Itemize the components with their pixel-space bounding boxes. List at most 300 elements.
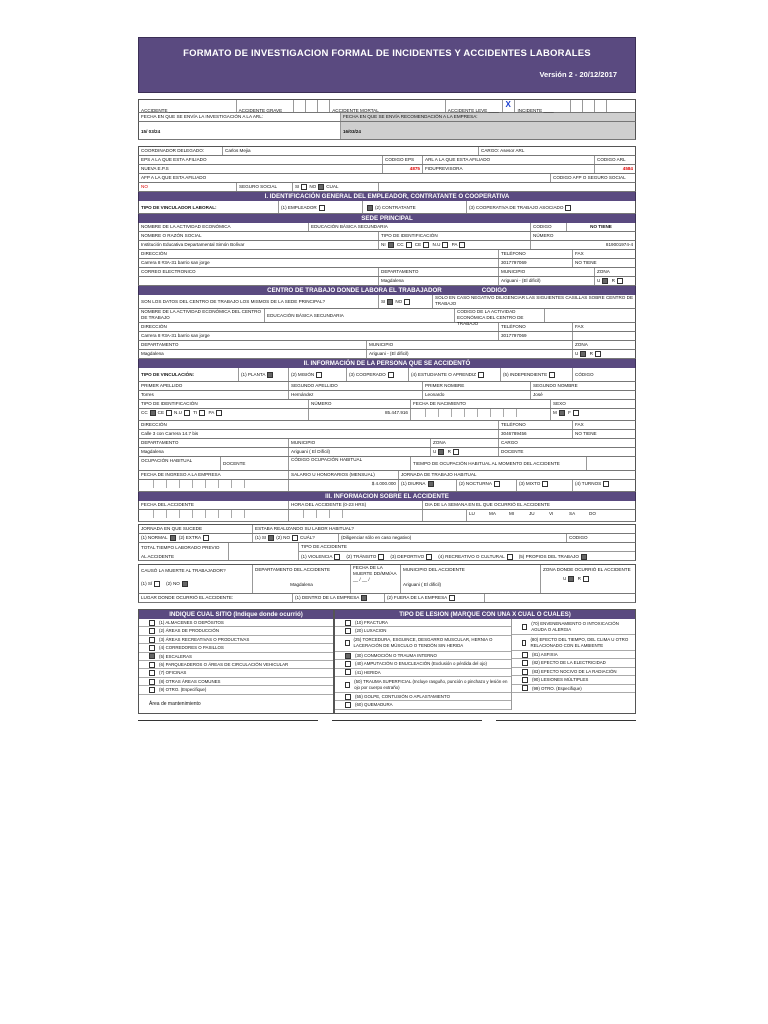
- centro-title: CENTRO DE TRABAJO DONDE LABORA EL TRABAJADOR: [267, 287, 442, 294]
- p-tipoid-label: TIPO DE IDENTIFICACIÓN: [139, 400, 309, 408]
- ocupacion-row: [138, 457, 636, 471]
- cooperado-checkbox[interactable]: [388, 372, 394, 378]
- acc-hora-label: HORA DEL ACCIDENTE (0-23 HRS): [289, 501, 423, 509]
- muerte-si-label: (1) SÍ: [141, 581, 153, 586]
- direccion-label-row: [138, 250, 636, 259]
- correo-label: CORREO ELECTRONICO: [139, 268, 379, 276]
- recom-date-label: FECHA EN QUE SE ENVÍA RECOMENDACIÓN A LA EMPRESA:: [341, 113, 635, 121]
- pa-checkbox[interactable]: [459, 242, 465, 248]
- vinc-empleador-label: (1) EMPLEADOR: [281, 205, 317, 210]
- ss-no-checkbox[interactable]: [318, 184, 324, 190]
- tipo-accidente-label: TIPO DE ACCIDENTE: [299, 543, 635, 552]
- sitio-item[interactable]: (4) CORREDORES O PASILLOS: [139, 644, 333, 652]
- id-label-row: [138, 400, 636, 409]
- sitio-item[interactable]: (6) PARQUEADEROS O ÁREAS DE CIRCULACIÓN VEHICULAR: [139, 661, 333, 669]
- ni-checkbox[interactable]: [388, 242, 394, 248]
- vinc-contratante-label: (2) CONTRATANTE: [375, 205, 416, 210]
- salario-value[interactable]: $ 4.000.000: [289, 480, 399, 491]
- centro-depto-value[interactable]: Magdalena: [139, 350, 367, 358]
- p-r-label: R: [447, 449, 451, 454]
- sitio-otro-value[interactable]: Área de mantenimiento: [149, 700, 201, 707]
- municipio-label: MUNICIPIO: [499, 268, 595, 276]
- p-nu-label: N.U: [174, 410, 182, 415]
- recom-date-value[interactable]: 16/03/24: [341, 122, 635, 139]
- centro-note: SOLO EN CASO NEGATIVO DILIGENCIAR LAS SIGUIENTES CASILLAS SOBRE CENTRO DE TRABAJO: [435, 295, 634, 306]
- ap2-value[interactable]: Hernández: [289, 391, 423, 399]
- afp-value-row: [138, 183, 636, 192]
- n2-value[interactable]: José: [533, 392, 543, 397]
- mixto-checkbox[interactable]: [542, 481, 548, 487]
- acc-r-checkbox[interactable]: [583, 576, 589, 582]
- acc-fecha-cells[interactable]: [141, 510, 245, 518]
- lesion-item[interactable]: (60) QUEMADURA: [335, 701, 511, 709]
- section-1-title: I. IDENTIFICACIÓN GENERAL DEL EMPLEADOR, CONTRATANTE O COOPERATIVA: [138, 192, 636, 201]
- turnos-label: (4) TURNOS: [575, 481, 602, 486]
- labor-codigo-label: CODIGO: [569, 535, 588, 540]
- id-pa-label: PA: [451, 242, 458, 247]
- p-numero-value[interactable]: 85.447.916: [309, 409, 411, 420]
- extra-checkbox[interactable]: [203, 535, 209, 541]
- n1-value[interactable]: Leonardo: [423, 391, 531, 399]
- acc-dia-label: DIA DE LA SEMANA EN EL QUE OCURRIÓ EL ACCIDENTE: [425, 502, 550, 507]
- centro-act-row: [138, 309, 636, 326]
- coordinator-name[interactable]: Carlos Mejia: [223, 147, 479, 155]
- telefono-value[interactable]: 3017797069: [499, 259, 573, 267]
- centro-act-value[interactable]: EDUCACIÓN BÁSICA SECUNDARIA: [265, 309, 455, 322]
- nocturna-label: (2) NOCTURNA: [459, 481, 492, 486]
- lugar-label: LUGAR DONDE OCURRIÓ EL ACCIDENTE:: [139, 594, 293, 602]
- actividad-row: [138, 223, 636, 232]
- depto-acc-label: DEPARTAMENTO DEL ACCIDENTE: [255, 567, 331, 572]
- coordinator-row: [138, 146, 636, 156]
- violencia-label: (1) VIOLENCIA: [301, 554, 333, 559]
- centro-no-label: NO: [395, 299, 403, 304]
- signature-line: [332, 720, 482, 721]
- sitio-item[interactable]: (5) ESCALERAS: [139, 653, 333, 661]
- acc-u-checkbox[interactable]: [568, 576, 574, 582]
- centro-act-label: NOMBRE DE LA ACTIVIDAD ECONÓMICA DEL CENTRO DE TRABAJO: [139, 309, 265, 322]
- recreativo-label: (4) RECREATIVO O CULTURAL: [438, 554, 505, 559]
- correo-value[interactable]: [139, 277, 379, 285]
- section-3-title: III. INFORMACION SOBRE EL ACCIDENTE: [138, 492, 636, 501]
- fecha-muerte-label: FECHA DE LA MUERTE DD/MM/AA: [353, 565, 397, 576]
- numero-label: NÚMERO: [533, 233, 554, 238]
- id-cc-label: CC: [396, 242, 404, 247]
- violencia-checkbox[interactable]: [334, 554, 340, 560]
- id-nu-label: N.U: [432, 242, 441, 247]
- lesion-item[interactable]: (83) EFECTO NOCIVO DE LA RADIACIÓN: [512, 668, 635, 676]
- coordinator-label: COORDINADOR DELEGADO:: [139, 147, 223, 155]
- ap1-value[interactable]: Torres: [139, 391, 289, 399]
- sitio-lesion-grid: [138, 609, 636, 714]
- p-u-checkbox[interactable]: [438, 449, 444, 455]
- centro-tel-value[interactable]: 3017797069: [499, 332, 573, 340]
- cc-checkbox[interactable]: [406, 242, 412, 248]
- numero-value[interactable]: 819001974-4: [605, 242, 633, 247]
- deportivo-checkbox[interactable]: [426, 554, 432, 560]
- p-mun-value[interactable]: Ariguani ( El Difícil): [289, 448, 431, 456]
- acc-hora-cells[interactable]: [291, 510, 343, 518]
- ss-cual-label: CUAL: [326, 184, 339, 189]
- extra-label: (2) EXTRA: [178, 535, 202, 540]
- ss-si-label: SI: [295, 184, 300, 189]
- dia-mi[interactable]: MI: [509, 511, 515, 516]
- accidente-option[interactable]: ACCIDENTE ________: [139, 100, 237, 112]
- ocupacion-value[interactable]: DOCENTE: [221, 457, 289, 470]
- acc-fecha-label: FECHA DEL ACCIDENTE: [139, 501, 289, 509]
- p-dir-label-row: [138, 421, 636, 430]
- afp-label-row: [138, 174, 636, 183]
- p-tel-label: TELÉFONO: [499, 421, 573, 429]
- transito-checkbox[interactable]: [378, 554, 384, 560]
- muerte-no-label: (2) NO: [166, 581, 180, 586]
- vinculador-row: [138, 201, 636, 214]
- labor-cual-label: CUÁL?: [300, 535, 315, 540]
- tiempo-laborado-label: TOTAL TIEMPO LABORADO PREVIO AL ACCIDENTE: [139, 543, 229, 560]
- lesion-item[interactable]: (81) ASFIXIA: [512, 651, 635, 659]
- estudiante-checkbox[interactable]: [478, 372, 484, 378]
- lesion-panel: [334, 609, 636, 714]
- razon-social-value[interactable]: Institución Educativa Departamental Simón Bolívar: [139, 241, 379, 249]
- sitio-item[interactable]: (1) ALMACENES O DEPÓSITOS: [139, 619, 333, 627]
- n2-label: SEGUNDO NOMBRE: [533, 383, 578, 388]
- razon-social-label: NOMBRE O RAZÓN SOCIAL: [139, 232, 379, 240]
- dia-sa[interactable]: SA: [569, 511, 576, 516]
- eps-code-value[interactable]: 4875: [383, 165, 423, 173]
- id-value-row: [138, 409, 636, 421]
- direccion-label: DIRECCIÓN: [139, 250, 499, 258]
- lugar-row: [138, 594, 636, 603]
- nu-checkbox[interactable]: [442, 242, 448, 248]
- dia-ju[interactable]: JU: [529, 511, 535, 516]
- centro-depto-label-row: [138, 341, 636, 350]
- sitio-item[interactable]: (9) OTRO. (Especifique): [139, 686, 333, 694]
- id-ni-label: NI: [381, 242, 386, 247]
- lesion-item[interactable]: (10) FRACTURA: [335, 619, 511, 627]
- sexo-f-checkbox[interactable]: [573, 410, 579, 416]
- zona-label: ZONA: [597, 269, 610, 274]
- vinculador-label: TIPO DE VINCULADOR LABORAL:: [139, 201, 279, 213]
- sitio-panel: [138, 609, 334, 714]
- lesion-item[interactable]: (40) AMPUTACIÓN O ENUCLEACIÓN (Exclusión o pérdida del ojo): [335, 660, 511, 668]
- afp-value[interactable]: NO: [139, 183, 237, 191]
- labor-no-checkbox[interactable]: [292, 535, 298, 541]
- fax-value[interactable]: NO TIENE: [575, 260, 597, 265]
- centro-si-label: SI: [381, 299, 386, 304]
- deportivo-label: (3) DEPORTIVO: [390, 554, 425, 559]
- zona-u-checkbox[interactable]: [602, 278, 608, 284]
- arl-value[interactable]: FIDUPREVISORA: [423, 165, 595, 173]
- ap2-label: SEGUNDO APELLIDO: [289, 382, 423, 390]
- ingreso-row: [138, 480, 636, 492]
- planta-checkbox[interactable]: [267, 372, 273, 378]
- fuera-checkbox[interactable]: [449, 595, 455, 601]
- turnos-checkbox[interactable]: [603, 481, 609, 487]
- arl-date-value[interactable]: 15/ 03/24: [139, 122, 341, 139]
- centro-depto-row: [138, 350, 636, 359]
- sitio-item[interactable]: (7) OFICINAS: [139, 669, 333, 677]
- municipio-value[interactable]: Ariguani - (El dificil): [499, 277, 595, 285]
- lesion-item[interactable]: (50) TRAUMA SUPERFICIAL (Incluye rasguño, punción o pinchazo y lesión en ojo por cuerpo extraño): [335, 677, 511, 693]
- p-r-checkbox[interactable]: [453, 449, 459, 455]
- p-ti-label: TI: [193, 410, 198, 415]
- sexo-m-checkbox[interactable]: [559, 410, 565, 416]
- nombres-label-row: [138, 382, 636, 391]
- sexo-f-label: F: [568, 410, 571, 415]
- nocturna-checkbox[interactable]: [494, 481, 500, 487]
- razon-label-row: [138, 232, 636, 241]
- centro-cod-label: CODIGO DE LA ACTIVIDAD ECONÓMICA DEL CENTRO DE TRABAJO: [455, 309, 545, 322]
- p-u-label: U: [433, 449, 437, 454]
- dia-ma[interactable]: MA: [489, 511, 496, 516]
- centro-title-bar: [138, 286, 636, 295]
- ce-checkbox[interactable]: [423, 242, 429, 248]
- lesion-item[interactable]: (25) TORCEDURA, ESGUINCE, DESGARRO MUSCULAR, HERNIA O LACERACIÓN DE MÚSCULO O TENDÓN SIN HERIDA: [335, 636, 511, 652]
- arl-code-value[interactable]: 4584: [622, 166, 633, 171]
- p-dir-row: [138, 430, 636, 439]
- arl-date-label: FECHA EN QUE SE ENVÍA LA INVESTIGACIÓN A LA ARL:: [139, 113, 341, 121]
- cooperado-label: (3) COOPERADO: [349, 372, 386, 377]
- tiempo-ocupacion-label: TIEMPO DE OCUPACIÓN HABITUAL AL MOMENTO DEL ACCIDENTE: [411, 457, 587, 470]
- labor-habitual-label: ESTABA REALIZANDO SU LABOR HABITUAL?: [255, 526, 354, 531]
- section-2-title: II. INFORMACIÓN DE LA PERSONA QUE SE ACCIDENTÓ: [138, 359, 636, 368]
- leve-option[interactable]: ACCIDENTE LEVE ____: [446, 100, 504, 112]
- sitio-title: INDIQUE CUAL SITIO (Indique donde ocurrió): [139, 610, 333, 619]
- lesion-title: TIPO DE LESION (MARQUE CON UNA X CUAL O CUALES): [335, 610, 635, 619]
- sede-principal-title: SEDE PRINCIPAL: [138, 214, 636, 223]
- p-pa-label: PA: [208, 410, 215, 415]
- p-depto-label: DEPARTAMENTO: [139, 439, 289, 447]
- centro-zona-label: ZONA: [575, 342, 588, 347]
- independiente-checkbox[interactable]: [549, 372, 555, 378]
- p-tel-value[interactable]: 3046789456: [499, 430, 573, 438]
- jornada-habitual-label: JORNADA DE TRABAJO HABITUAL: [401, 472, 477, 477]
- zona-acc-label: ZONA DONDE OCURRIÓ EL ACCIDENTE: [543, 567, 631, 572]
- ss-no-label: NO: [309, 184, 317, 189]
- normal-checkbox[interactable]: [170, 535, 176, 541]
- mun-acc-value[interactable]: Ariguani ( El dificil): [403, 582, 442, 587]
- centro-question-row: [138, 295, 636, 309]
- acc-r-label: R: [577, 576, 581, 581]
- p-ce-label: CE: [157, 410, 165, 415]
- seguro-social-label: SEGURO SOCIAL: [237, 183, 293, 191]
- cod-ocupacion-label: CÓDIGO OCUPACIÓN HABITUAL: [289, 457, 411, 470]
- depto-label: DEPARTAMENTO: [379, 268, 499, 276]
- dentro-label: (1) DENTRO DE LA EMPRESA: [295, 595, 360, 600]
- centro-depto-label: DEPARTAMENTO: [139, 341, 367, 349]
- ingreso-cells[interactable]: [141, 480, 245, 488]
- centro-mun-label: MUNICIPIO: [367, 341, 573, 349]
- codigo-label: CODIGO: [531, 223, 567, 231]
- lesion-item[interactable]: (30) CONMOCIÓN O TRAUMA INTERNO: [335, 652, 511, 660]
- nombres-value-row: [138, 391, 636, 400]
- centro-no-checkbox[interactable]: [404, 299, 410, 305]
- p-dir-label: DIRECCIÓN: [139, 421, 499, 429]
- actividad-value[interactable]: EDUCACIÓN BÁSICA SECUNDARIA: [309, 223, 531, 231]
- p-cc-label: CC: [141, 410, 148, 415]
- direccion-value-row: [138, 259, 636, 268]
- arl-code-label: CODIGO ARL: [597, 157, 626, 162]
- grave-option[interactable]: ACCIDENTE GRAVE: [237, 100, 295, 112]
- vinc-codigo-label: CÓDIGO: [575, 372, 594, 377]
- lesion-item[interactable]: (82) EFECTO DE LA ELECTRICIDAD: [512, 659, 635, 667]
- sitio-item[interactable]: (2) ÁREAS DE PRODUCCIÓN: [139, 627, 333, 635]
- p-fax-label: FAX: [575, 422, 584, 427]
- lesion-item[interactable]: (20) LUXACION: [335, 627, 511, 635]
- centro-u-checkbox[interactable]: [580, 351, 586, 357]
- ocupacion-label: OCUPACIÓN HABITUAL: [139, 457, 221, 470]
- centro-question: SON LOS DATOS DEL CENTRO DE TRABAJO LOS MISMOS DE LA SEDE PRINCIPAL?: [139, 295, 379, 308]
- afp-label: AFP A LA QUE ESTA AFILIADO: [139, 174, 551, 182]
- propios-label: (5) PROPIOS DEL TRABAJO: [518, 554, 579, 559]
- form-title: FORMATO DE INVESTIGACION FORMAL DE INCIDENTES Y ACCIDENTES LABORALES: [183, 48, 591, 59]
- estudiante-label: (4) ESTUDIANTE O APRENDIZ: [411, 372, 477, 377]
- nacimiento-cells[interactable]: [413, 409, 517, 417]
- muerte-row: [138, 564, 636, 594]
- centro-si-checkbox[interactable]: [387, 299, 393, 305]
- correo-label-row: [138, 268, 636, 277]
- lesion-item[interactable]: (99) OTRO. (Especifique): [512, 685, 635, 693]
- nacimiento-label: FECHA DE NACIMIENTO: [411, 400, 551, 408]
- telefono-label: TELÉFONO: [499, 250, 573, 258]
- cooperativa-checkbox[interactable]: [565, 205, 571, 211]
- recreativo-checkbox[interactable]: [507, 554, 513, 560]
- centro-r-label: R: [589, 351, 593, 356]
- eps-label-row: [138, 156, 636, 165]
- p-fax-value[interactable]: NO TIENE: [575, 431, 597, 436]
- transito-label: (2) TRÁNSITO: [346, 554, 377, 559]
- form-version: Versión 2 - 20/12/2017: [539, 70, 617, 79]
- signature-line: [496, 720, 636, 721]
- labor-no-label: (2) NO: [276, 535, 291, 540]
- id-ce-label: CE: [414, 242, 422, 247]
- investigation-form: [138, 37, 636, 721]
- zona-r-checkbox[interactable]: [617, 278, 623, 284]
- signature-lines: [138, 720, 636, 721]
- muerte-label: CAUSÓ LA MUERTE AL TRABAJADOR?: [141, 568, 226, 573]
- dia-lu[interactable]: LU: [469, 511, 475, 516]
- contratante-checkbox[interactable]: [367, 205, 373, 211]
- zona-r-label: R: [611, 278, 615, 283]
- actividad-label: NOMBRE DE LA ACTIVIDAD ECONÓMICA: [139, 223, 309, 231]
- depto-acc-value[interactable]: Magdalena: [290, 582, 313, 587]
- centro-mun-value[interactable]: Ariguani - (El dificil): [367, 350, 573, 358]
- centro-u-label: U: [575, 351, 579, 356]
- eps-label: EPS A LA QUE ESTA AFILIADO: [139, 156, 383, 164]
- lesion-item[interactable]: (80) EFECTO DEL TIEMPO, DEL CLIMA U OTRO RELACIONADO CON EL AMBIENTE: [512, 635, 635, 651]
- depto-value[interactable]: Magdalena: [379, 277, 499, 285]
- sexo-m-label: M: [553, 410, 557, 415]
- diurna-checkbox[interactable]: [428, 481, 434, 487]
- tipo-id-label: TIPO DE IDENTIFICACIÓN: [379, 232, 531, 240]
- acc-u-label: U: [563, 576, 567, 581]
- fecha-muerte-value[interactable]: __ / __ /: [353, 577, 370, 582]
- coordinator-cargo[interactable]: CARGO: Asesor ARL: [481, 148, 525, 153]
- dia-vi[interactable]: VI: [549, 511, 554, 516]
- cargo-value[interactable]: DOCENTE: [501, 449, 524, 454]
- tiempo-tipo-row: [138, 543, 636, 561]
- jornada-row: [138, 534, 636, 543]
- incidente-option[interactable]: INCIDENTE ____: [515, 100, 571, 112]
- muerte-no-checkbox[interactable]: [182, 581, 188, 587]
- p-nu-checkbox[interactable]: [184, 410, 190, 416]
- centro-r-checkbox[interactable]: [595, 351, 601, 357]
- p-depto-value[interactable]: Magdalena: [139, 448, 289, 456]
- centro-dir-value[interactable]: Carrera 8 #3A-31 barrio san jorge: [139, 332, 499, 340]
- jornada-label-row: [138, 524, 636, 534]
- event-type-row: [138, 99, 636, 113]
- ap1-label: PRIMER APELLIDO: [139, 382, 289, 390]
- p-ce-checkbox[interactable]: [166, 410, 172, 416]
- sitio-item[interactable]: (3) ÁREAS RECREATIVAS O PRODUCTIVAS: [139, 636, 333, 644]
- direccion-value[interactable]: Carrera 8 #3A-31 barrio san jorge: [139, 259, 499, 267]
- acc-fecha-row: [138, 510, 636, 522]
- vinc-cooperativa-label: (3) COOPERATIVA DE TRABAJO ASOCIADO: [469, 205, 564, 210]
- dentro-checkbox[interactable]: [361, 595, 367, 601]
- cargo-label: CARGO: [501, 440, 518, 445]
- centro-dir-label: DIRECCIÓN: [139, 323, 499, 331]
- lesion-item[interactable]: (41) HERIDA: [335, 669, 511, 677]
- afp-code-label: CODIGO AFP O SEGURO SOCIAL: [553, 175, 626, 180]
- salario-label: SALARIO U HONORARIOS (MENSUAL): [289, 471, 399, 479]
- sitio-item[interactable]: (8) OTRAS ÁREAS COMUNES: [139, 678, 333, 686]
- p-ti-checkbox[interactable]: [199, 410, 205, 416]
- acc-jornada-label: JORNADA EN QUE SUCEDE: [139, 525, 253, 533]
- lesion-item[interactable]: (90) LESIONES MÚLTIPLES: [512, 676, 635, 684]
- p-depto-label-row: [138, 439, 636, 448]
- propios-checkbox[interactable]: [581, 554, 587, 560]
- codigo-value[interactable]: NO TIENE: [590, 224, 612, 229]
- dates-value-row: [138, 122, 636, 140]
- ingreso-label-row: [138, 471, 636, 480]
- lesion-item[interactable]: (55) GOLPE, CONTUSIÓN O APLASTAMIENTO: [335, 693, 511, 701]
- p-mun-label: MUNICIPIO: [289, 439, 431, 447]
- ingreso-label: FECHA DE INGRESO A LA EMPRESA: [139, 471, 289, 479]
- eps-value-row: [138, 165, 636, 174]
- labor-si-checkbox[interactable]: [268, 535, 274, 541]
- leve-x-mark: X: [505, 100, 511, 109]
- form-header: [138, 37, 636, 93]
- correo-value-row: [138, 277, 636, 286]
- p-dir-value[interactable]: Calle 3 con Carrera 14.7 bis: [139, 430, 499, 438]
- centro-dir-row: [138, 332, 636, 341]
- razon-value-row: [138, 241, 636, 250]
- mortal-option[interactable]: ACCIDENTE MORTAL ________: [330, 100, 445, 112]
- diligenciar-note: (Diligenciar sólo en caso negativo): [339, 534, 567, 542]
- p-pa-checkbox[interactable]: [216, 410, 222, 416]
- mision-checkbox[interactable]: [316, 372, 322, 378]
- fuera-label: (2) FUERA DE LA EMPRESA: [387, 595, 448, 600]
- centro-dir-label-row: [138, 323, 636, 332]
- p-cc-checkbox[interactable]: [150, 410, 156, 416]
- mun-acc-label: MUNICIPIO DEL ACCIDENTE: [403, 567, 465, 572]
- eps-code-label: CODIGO EPS: [383, 156, 423, 164]
- fax-label: FAX: [575, 251, 584, 256]
- lesion-item[interactable]: (70) ENVENENAMIENTO O INTOXICACIÓN AGUDA O ALERGIA: [512, 619, 635, 635]
- muerte-si-checkbox[interactable]: [154, 581, 160, 587]
- p-depto-row: [138, 448, 636, 457]
- diurna-label: (1) DIURNA: [401, 481, 426, 486]
- mixto-label: (3) MIXTO: [519, 481, 541, 486]
- arl-label: ARL A LA QUE ESTA AFILIADO: [423, 156, 595, 164]
- ss-si-checkbox[interactable]: [301, 184, 307, 190]
- eps-value[interactable]: NUEVA E.P.S: [139, 165, 383, 173]
- centro-codigo: CODIGO: [481, 287, 507, 294]
- planta-label: (1) PLANTA: [241, 372, 266, 377]
- vinculacion-row: [138, 368, 636, 382]
- empleador-checkbox[interactable]: [319, 205, 325, 211]
- dia-do[interactable]: DO: [589, 511, 596, 516]
